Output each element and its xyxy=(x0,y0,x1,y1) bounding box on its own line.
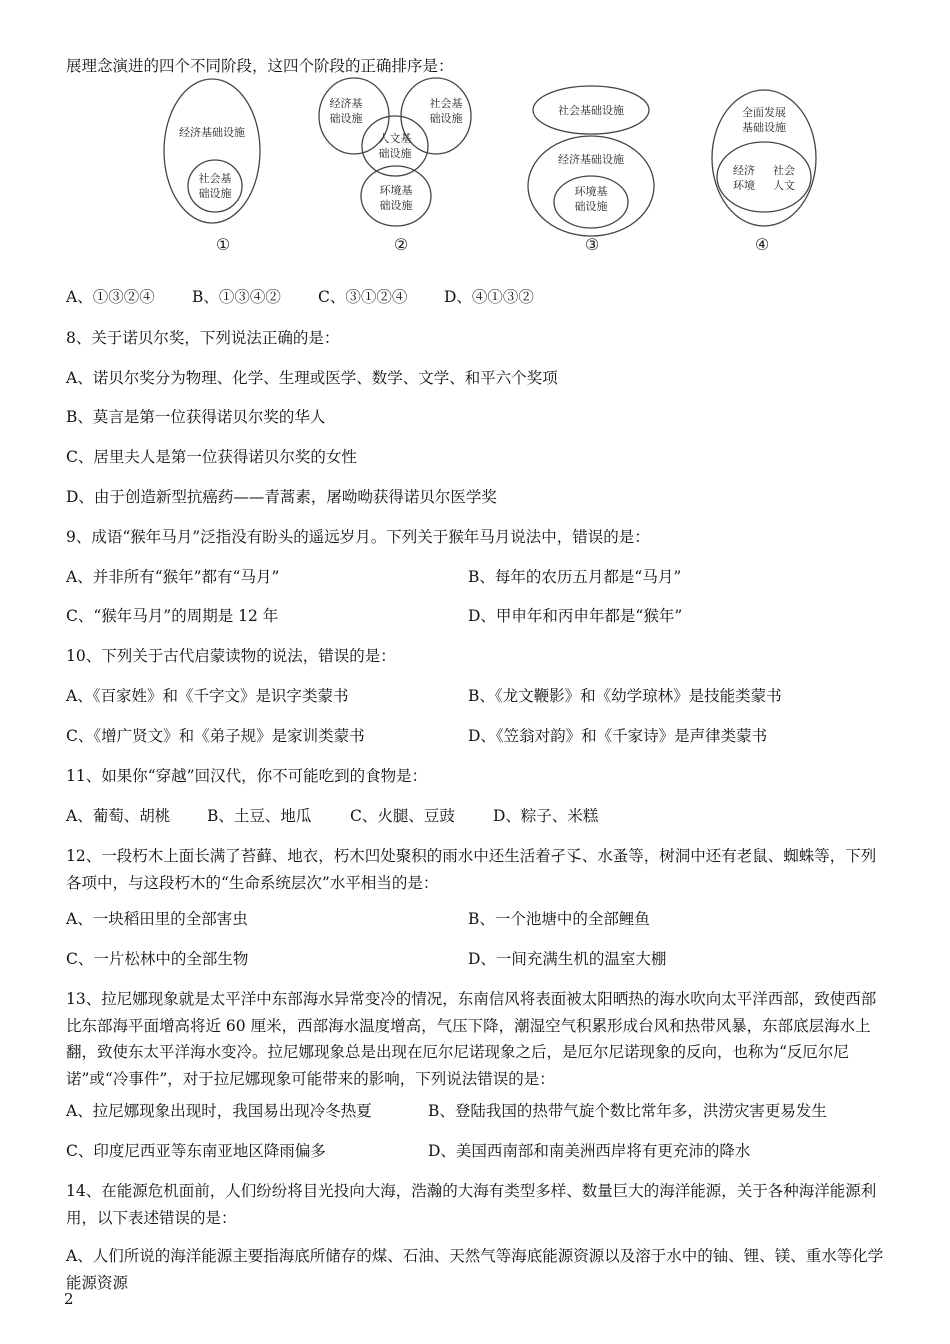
page-number: 2 xyxy=(64,1290,74,1308)
d3-middle-label: 经济基础设施 xyxy=(558,153,624,166)
q9-option-a: A、并非所有“猴年”都有“马月” xyxy=(66,568,280,586)
q7-option-d: D、④①③② xyxy=(444,288,534,306)
d2-number: ② xyxy=(393,235,409,254)
d4-inner-right-1: 社会 xyxy=(773,164,795,177)
d4-inner-ellipse xyxy=(717,142,811,212)
d2-center-ellipse xyxy=(362,116,428,176)
q14-option-a: A、人们所说的海洋能源主要指海底所储存的煤、石油、天然气等海底能源资源以及溶于水中的铀、锂、镁、重水等化学能源资源 xyxy=(66,1247,884,1292)
q11-option-d: D、粽子、米糕 xyxy=(493,807,599,825)
q9-option-b: B、每年的农历五月都是“马月” xyxy=(468,568,682,586)
q7-option-c: C、③①②④ xyxy=(318,288,408,306)
q10-stem: 10、下列关于古代启蒙读物的说法，错误的是： xyxy=(66,647,396,665)
q11-option-a: A、葡萄、胡桃 xyxy=(66,807,171,825)
d1-outer-label: 经济基础设施 xyxy=(179,126,245,139)
q9-stem: 9、成语“猴年马月”泛指没有盼头的遥远岁月。下列关于猴年马月说法中，错误的是： xyxy=(66,528,650,546)
q8-option-c: C、居里夫人是第一位获得诺贝尔奖的女性 xyxy=(66,448,357,466)
q8-stem: 8、关于诺贝尔奖，下列说法正确的是： xyxy=(66,329,340,347)
q13-stem: 13、拉尼娜现象就是太平洋中东部海水异常变冷的情况，东南信风将表面被太阳晒热的海水吹向太平洋西部，致使西部比东部海平面增高将近 60 厘米，西部海水温度增高，气压下降，潮湿空气积累形成台风和热带风暴，东部底层海水上翻，致使东太平洋海水变冷。拉尼娜现象总是出现在厄尔尼诺现象之后，是厄尔尼诺现象的反向，也称为“反厄尔尼诺”或“冷事件”，对于拉尼娜现象可能带来的影响，下列说法错误的是： xyxy=(66,990,877,1088)
d3-top-label: 社会基础设施 xyxy=(558,104,624,117)
d2-bottom-label-1: 环境基 xyxy=(379,184,413,197)
d3-number: ③ xyxy=(584,235,600,254)
stage-diagrams xyxy=(160,76,820,260)
q8-option-b: B、莫言是第一位获得诺贝尔奖的华人 xyxy=(66,408,326,426)
d1-inner-label-2: 础设施 xyxy=(198,187,232,200)
d2-center-label-2: 础设施 xyxy=(378,147,412,160)
q10-option-a: A、《百家姓》和《千字文》是识字类蒙书 xyxy=(66,687,349,705)
q11-stem: 11、如果你“穿越”回汉代，你不可能吃到的食物是： xyxy=(66,767,428,785)
q12-option-a: A、一块稻田里的全部害虫 xyxy=(66,910,248,928)
d2-bottom-label-2: 础设施 xyxy=(379,199,413,212)
q13-option-c: C、印度尼西亚等东南亚地区降雨偏多 xyxy=(66,1142,326,1160)
d1-number: ① xyxy=(215,235,231,254)
d2-right-label-2: 础设施 xyxy=(429,112,463,125)
q9-option-c: C、“猴年马月”的周期是 12 年 xyxy=(66,607,279,625)
d3-inner-label-1: 环境基 xyxy=(574,185,608,198)
d4-top-label-2: 基础设施 xyxy=(742,121,786,134)
d4-inner-left-2: 环境 xyxy=(733,179,755,192)
d3-inner-label-2: 础设施 xyxy=(574,200,608,213)
q13-option-a: A、拉尼娜现象出现时，我国易出现冷冬热夏 xyxy=(66,1102,372,1120)
q9-option-d: D、甲申年和丙申年都是“猴年” xyxy=(468,607,683,625)
intro-line: 展理念演进的四个不同阶段，这四个阶段的正确排序是： xyxy=(66,57,454,75)
q12-option-b: B、一个池塘中的全部鲤鱼 xyxy=(468,910,650,928)
d2-center-label-1: 人文基 xyxy=(378,132,412,145)
q12-option-d: D、一间充满生机的温室大棚 xyxy=(468,950,667,968)
q12-option-c: C、一片松林中的全部生物 xyxy=(66,950,249,968)
q8-option-a: A、诺贝尔奖分为物理、化学、生理或医学、数学、文学、和平六个奖项 xyxy=(66,369,558,387)
d4-inner-left-1: 经济 xyxy=(733,164,755,177)
d2-left-label-1: 经济基 xyxy=(329,97,363,110)
d1-outer-ellipse xyxy=(164,79,260,223)
d4-number: ④ xyxy=(754,235,770,254)
q14-stem: 14、在能源危机面前，人们纷纷将目光投向大海，浩瀚的大海有类型多样、数量巨大的海洋能源，关于各种海洋能源利用，以下表述错误的是： xyxy=(66,1182,877,1227)
q8-option-d: D、由于创造新型抗癌药——青蒿素，屠呦呦获得诺贝尔医学奖 xyxy=(66,488,497,506)
d1-inner-label-1: 社会基 xyxy=(198,172,232,185)
d2-left-label-2: 础设施 xyxy=(329,112,363,125)
q12-stem: 12、一段朽木上面长满了苔藓、地衣，朽木凹处聚积的雨水中还生活着孑孓、水蚤等，树洞中还有老鼠、蜘蛛等，下列各项中，与这段朽木的“生命系统层次”水平相当的是： xyxy=(66,847,877,892)
d4-top-label-1: 全面发展 xyxy=(742,106,786,119)
d4-inner-right-2: 人文 xyxy=(773,179,795,192)
q13-option-b: B、登陆我国的热带气旋个数比常年多，洪涝灾害更易发生 xyxy=(428,1102,827,1120)
q10-option-c: C、《增广贤文》和《弟子规》是家训类蒙书 xyxy=(66,727,365,745)
q11-option-b: B、土豆、地瓜 xyxy=(207,807,312,825)
q10-option-d: D、《笠翁对韵》和《千家诗》是声律类蒙书 xyxy=(468,727,768,745)
q13-option-d: D、美国西南部和南美洲西岸将有更充沛的降水 xyxy=(428,1142,751,1160)
q11-option-c: C、火腿、豆豉 xyxy=(350,807,455,825)
q10-option-b: B、《龙文鞭影》和《幼学琼林》是技能类蒙书 xyxy=(468,687,782,705)
q7-option-b: B、①③④② xyxy=(192,288,281,306)
d2-right-label-1: 社会基 xyxy=(429,97,463,110)
q7-option-a: A、①③②④ xyxy=(66,288,155,306)
d1-inner-ellipse xyxy=(188,160,242,212)
